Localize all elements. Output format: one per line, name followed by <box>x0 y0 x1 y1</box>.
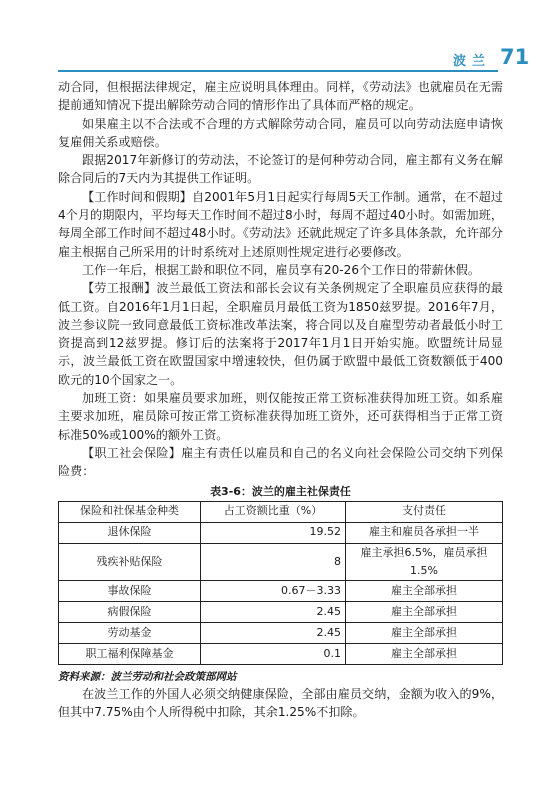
table-row <box>59 522 503 543</box>
page-body <box>58 78 503 722</box>
table-row <box>59 644 503 665</box>
cell-responsibility: 雇主全部承担 <box>346 623 503 644</box>
cell-type: 职工福利保障基金 <box>59 644 201 665</box>
cell-rate: 2.45 <box>201 623 346 644</box>
table-source: 资料来源：波兰劳动和社会政策部网站 <box>58 671 237 684</box>
paragraph-social-insurance <box>58 444 503 481</box>
paragraph-work-certificate: 跟据2017年新修订的劳动法，不论签订的是何种劳动合同，雇主都有义务在解除合同后的7天内为其提供工作证明。 <box>58 153 503 186</box>
table-header-row <box>59 501 503 522</box>
table-row <box>59 602 503 623</box>
page-number: 71 <box>500 45 530 69</box>
cell-type: 病假保险 <box>59 602 201 623</box>
cell-responsibility: 雇主全部承担 <box>346 644 503 665</box>
header-payment-responsibility: 支付责任 <box>346 501 503 522</box>
running-header <box>0 45 559 74</box>
paragraph-contract-termination: 动合同，但根据法律规定，雇主应说明具体理由。同样，《劳动法》也就雇员在无需提前通知情况下提出解除劳动合同的情形作出了具体而严格的规定。 <box>58 80 503 113</box>
employer-insurance-table <box>58 501 503 666</box>
social-insurance-text: 雇主有责任以雇员和自己的名义向社会保险公司交纳下列保险费： <box>58 445 503 479</box>
table-row <box>59 581 503 602</box>
paragraph-working-hours <box>58 188 503 261</box>
remuneration-text: 波兰最低工资法和部长会议有关条例规定了全职雇员应获得的最低工资。自2016年1月1日起，全职雇员月最低工资为1850兹罗提。2016年7月，波兰参议院一致同意最低工资标准改革法案，将合同以及自雇型劳动者最低小时工资提高到12兹罗提。修订后的法案将于2017年1月1日开始实施。欧盟统计局显示，波兰最低工资在欧盟国家中增速较快，但仍属于欧盟中最低工资数额低于400欧元的10个国家之一。 <box>58 281 503 387</box>
table-row <box>59 543 503 581</box>
cell-rate: 0.67－3.33 <box>201 581 346 602</box>
header-rule <box>58 70 498 72</box>
section-title-remuneration: 【劳工报酬】 <box>82 281 157 296</box>
cell-rate: 19.52 <box>201 522 346 543</box>
cell-type: 劳动基金 <box>59 623 201 644</box>
cell-responsibility: 雇主全部承担 <box>346 602 503 623</box>
cell-type: 退休保险 <box>59 522 201 543</box>
paragraph-remuneration <box>58 279 503 389</box>
header-country: 波兰 <box>453 54 492 69</box>
header-insurance-type: 保险和社保基金种类 <box>59 501 201 522</box>
paragraph-labor-court: 如果雇主以不合法或不合理的方式解除劳动合同，雇员可以向劳动法庭申请恢复雇佣关系或赔偿。 <box>58 116 503 149</box>
paragraph-overtime: 加班工资：如果雇员要求加班，则仅能按正常工资标准获得加班工资。如系雇主要求加班，雇员除可按正常工资标准获得加班工资外，还可获得相当于正常工资标准50%或100%的额外工资。 <box>58 391 503 442</box>
header-wage-share: 占工资额比重（%） <box>201 501 346 522</box>
paragraph-health-insurance: 在波兰工作的外国人必须交纳健康保险，全部由雇员交纳，金额为收入的9%，但其中7.75%由个人所得税中扣除，其余1.25%不扣除。 <box>58 687 503 720</box>
cell-responsibility: 雇主全部承担 <box>346 581 503 602</box>
section-title-social-insurance: 【职工社会保险】 <box>82 445 182 460</box>
paragraph-paid-leave: 工作一年后，根据工龄和职位不同，雇员享有20-26个工作日的带薪休假。 <box>82 262 480 277</box>
cell-rate: 0.1 <box>201 644 346 665</box>
section-title-working-hours: 【工作时间和假期】 <box>82 189 193 204</box>
cell-responsibility: 雇主和雇员各承担一半 <box>346 522 503 543</box>
cell-type: 事故保险 <box>59 581 201 602</box>
table-caption: 表3-6：波兰的雇主社保责任 <box>210 484 351 498</box>
table-row <box>59 623 503 644</box>
cell-rate: 8 <box>201 543 346 581</box>
cell-type: 残疾补贴保险 <box>59 543 201 581</box>
cell-rate: 2.45 <box>201 602 346 623</box>
working-hours-text: 自2001年5月1日起实行每周5天工作制。通常，在不超过4个月的期限内，平均每天工作时间不超过8小时，每周不超过40小时。如需加班，每周全部工作时间不超过48小时。《劳动法》还就此规定了许多具体条款，允许部分雇主根据自己所采用的计时系统对上述原则性规定进行必要修改。 <box>58 189 503 259</box>
cell-responsibility: 雇主承担6.5%，雇员承担1.5% <box>346 543 503 581</box>
